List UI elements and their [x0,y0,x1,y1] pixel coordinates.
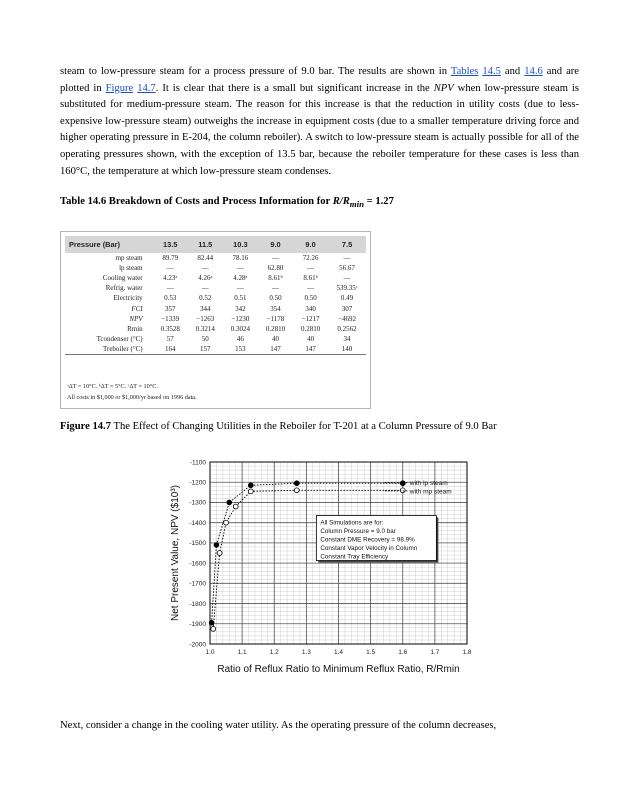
y-tick-label: -1700 [189,580,206,588]
column-header: 13.5 [153,236,188,253]
row-label: Tcondenser (°C) [96,334,143,343]
y-tick-label: -1300 [189,499,206,507]
y-tick-label: -1500 [189,540,206,548]
annotation-line: Constant Vapor Velocity in Column [320,545,418,553]
table-cell: 147 [258,344,293,355]
row-label: Rmin [127,324,143,333]
legend-label: with mp steam [409,488,452,496]
table-cell: 40 [271,334,279,343]
table-cell: 0.51 [234,294,247,303]
legend-label: with lp steam [409,480,448,488]
row-label: Cooling water [102,274,143,283]
row-label: NPV [129,314,143,323]
table-body [65,253,366,354]
npv-term: NPV [433,82,454,94]
row-label: FCI [131,304,143,313]
table-cell: 0.3214 [195,324,215,333]
data-point-mp-steam [400,488,405,493]
table-cell: 72.26 [302,254,319,263]
y-tick-label: -1600 [189,560,206,568]
table-cell: 147 [293,344,328,355]
table-cell: — [271,254,279,263]
column-header: 9.0 [293,236,328,253]
table-cell: — [166,284,174,293]
table-cell: 164 [153,344,188,355]
link-figure-14-7[interactable]: 14.7 [137,82,156,94]
x-tick-label: 1.0 [205,649,215,656]
table-cell: 0.50 [269,294,282,303]
table-cell: 4.23ᵃ [163,274,178,283]
row-label: Treboiler (°C) [65,344,153,355]
body-paragraph-1 [60,64,579,180]
table-cell: 82.44 [197,254,214,263]
table-cell: — [343,254,351,263]
npv-chart [160,454,480,684]
link-figure[interactable]: Figure [105,82,134,94]
table-cell: 4.28ᵃ [233,274,248,283]
data-point-mp-steam [233,504,238,509]
table-cell: 78.16 [232,254,249,263]
data-table [65,236,366,355]
table-cell: 0.53 [164,294,177,303]
cost-breakdown-table [60,231,371,409]
table-cell: 57 [166,334,174,343]
table-cell: 0.3528 [160,324,180,333]
y-tick-label: -1400 [189,519,206,527]
x-tick-label: 1.7 [430,649,440,656]
table-cell: — [271,284,279,293]
x-tick-label: 1.1 [237,649,247,656]
table-cell: 354 [270,304,281,313]
table-header-row [65,236,366,253]
data-point-mp-steam [294,488,299,493]
table-cell: −4692 [338,314,357,323]
row-label: mp steam [115,254,143,263]
table-cell: — [343,274,351,283]
table-cell: 89.79 [162,254,179,263]
text-run: Next, consider a change in the cooling water utility. As the operating pressure of the column decreases, [60,720,497,731]
annotation-line: Constant DME Recovery = 98.9% [320,536,415,544]
link-table-14-6[interactable]: 14.6 [524,66,543,77]
y-tick-label: -1800 [189,600,206,608]
table-row [65,253,366,263]
table-cell: — [307,284,315,293]
table-cell: 344 [200,304,211,313]
table-caption [60,196,394,209]
data-point-mp-steam [211,626,216,631]
table-row [65,303,366,313]
figure-caption-text: The Effect of Changing Utilities in the Reboiler for T-201 at a Column Pressure of 9.0 Bar [111,421,497,432]
y-tick-label: -1900 [189,621,206,629]
table-cell: 8.61ᵇ [268,274,283,283]
column-header: 9.0 [258,236,293,253]
table-cell: — [236,264,244,273]
table-cell: −1230 [231,314,250,323]
table-cell: 46 [236,334,244,343]
x-tick-label: 1.3 [301,649,311,656]
y-tick-label: -1200 [189,479,206,487]
table-cell: 342 [235,304,246,313]
text-run: and are plotted in [60,66,580,94]
table-cell: — [201,284,209,293]
table-cell: 357 [164,304,176,313]
data-point-lp-steam [248,483,253,488]
annotation-line: Constant Tray Efficiency [320,553,389,561]
table-row [65,283,366,293]
data-point-lp-steam [227,500,232,505]
annotation-line: Column Pressure = 9.0 bar [320,528,396,536]
table-row [65,263,366,273]
x-tick-label: 1.8 [462,649,472,656]
table-cell: 40 [307,334,315,343]
annotation-line: All Simulations are for: [320,519,384,527]
table-cell: 50 [201,334,209,343]
table-cell: 0.3024 [230,324,250,333]
table-caption-r: R/R [332,196,350,207]
table-row [65,344,366,355]
row-label: Refrig. water [105,284,143,293]
y-tick-label: -1100 [189,459,206,467]
data-point-mp-steam [248,489,253,494]
table-cell: −1339 [161,314,180,323]
table-cell: 0.52 [199,294,212,303]
x-axis-label: Ratio of Reflux Ratio to Minimum Reflux Ratio, R/Rmin [217,664,460,675]
column-header: 11.5 [188,236,223,253]
table-caption-sub: min [349,199,365,210]
x-tick-label: 1.4 [333,649,344,656]
x-tick-label: 1.5 [366,649,376,656]
table-caption-tail: = 1.27 [364,196,394,207]
figure-caption [60,421,497,432]
data-point-mp-steam [217,551,222,556]
table-cell: 153 [223,344,258,355]
table-cell: 34 [343,334,351,343]
figure-caption-label: Figure 14.7 [60,421,112,432]
table-cell: 539.35ᶜ [336,284,358,293]
table-row [65,293,366,303]
y-axis-label: Net Present Value, NPV ($10³) [170,485,181,621]
link-tables[interactable]: Tables [450,66,479,77]
row-label: lp steam [119,264,143,273]
data-point-lp-steam [214,543,219,548]
x-tick-label: 1.6 [398,649,408,656]
table-cell: — [307,264,315,273]
table-footnote: All costs in $1,000 or $1,000/yr based on 1996 data. [67,394,197,401]
table-cell: −1263 [196,314,215,323]
text-run: and [500,66,525,77]
link-table-14-5[interactable]: 14.5 [482,66,501,77]
table-cell: — [166,264,174,273]
text-run: when low-pressure steam is substituted for medium-pressure steam. The reason for this increase is that the reduction in utility costs (due to less-expensive low-pressure steam) outweighs the increase in equipment costs (due to a smaller temperature driving force and higher operating pressure in E-204, the column reboiler). A switch to low-pressure steam is actually possible for all of the operating pressures shown, with the exception of 13.5 bar, because the reboiler temperature for these cases is less than 160°C, the temperature at which low-pressure steam condenses. [60,82,579,177]
table-cell: 0.2562 [337,324,357,333]
table-cell: 56.67 [339,264,355,273]
table-cell: 4.26ᵃ [198,274,213,283]
body-paragraph-2 [60,718,579,735]
table-row [65,273,366,283]
table-caption-label: Table 14.6 Breakdown of Costs and Process Information for [60,196,333,207]
table-cell: 140 [328,344,366,355]
table-cell: 62.80 [267,264,284,273]
table-cell: −1217 [301,314,320,323]
table-row [65,314,366,324]
table-cell: 8.61ᵇ [303,274,318,283]
table-cell: 340 [305,304,316,313]
x-tick-label: 1.2 [269,649,279,656]
column-header: 7.5 [328,236,366,253]
table-cell: 307 [341,304,353,313]
table-cell: 0.49 [340,294,354,303]
text-run: steam to low-pressure steam for a process pressure of 9.0 bar. The results are shown in [60,66,451,77]
table-cell: 0.2810 [300,324,321,333]
table-cell: 157 [188,344,223,355]
table-cell: 0.50 [304,294,317,303]
table-cell: −1178 [266,314,285,323]
data-point-lp-steam [294,481,299,486]
column-header: Pressure (Bar) [65,236,153,253]
data-point-mp-steam [224,520,229,525]
row-label: Electricity [113,294,143,303]
text-run: . It is clear that there is a small but significant increase in the [155,82,434,94]
table-cell: — [236,284,244,293]
table-cell: 0.2810 [265,324,286,333]
table-footnote: ᵃΔT = 10°C. ᵇΔT = 5°C. ᶜΔT = 10°C. [67,383,158,390]
y-tick-label: -2000 [189,641,206,649]
chart-svg [160,454,480,684]
column-header: 10.3 [223,236,258,253]
table-row [65,334,366,344]
table-row [65,324,366,334]
table-cell: — [201,264,209,273]
